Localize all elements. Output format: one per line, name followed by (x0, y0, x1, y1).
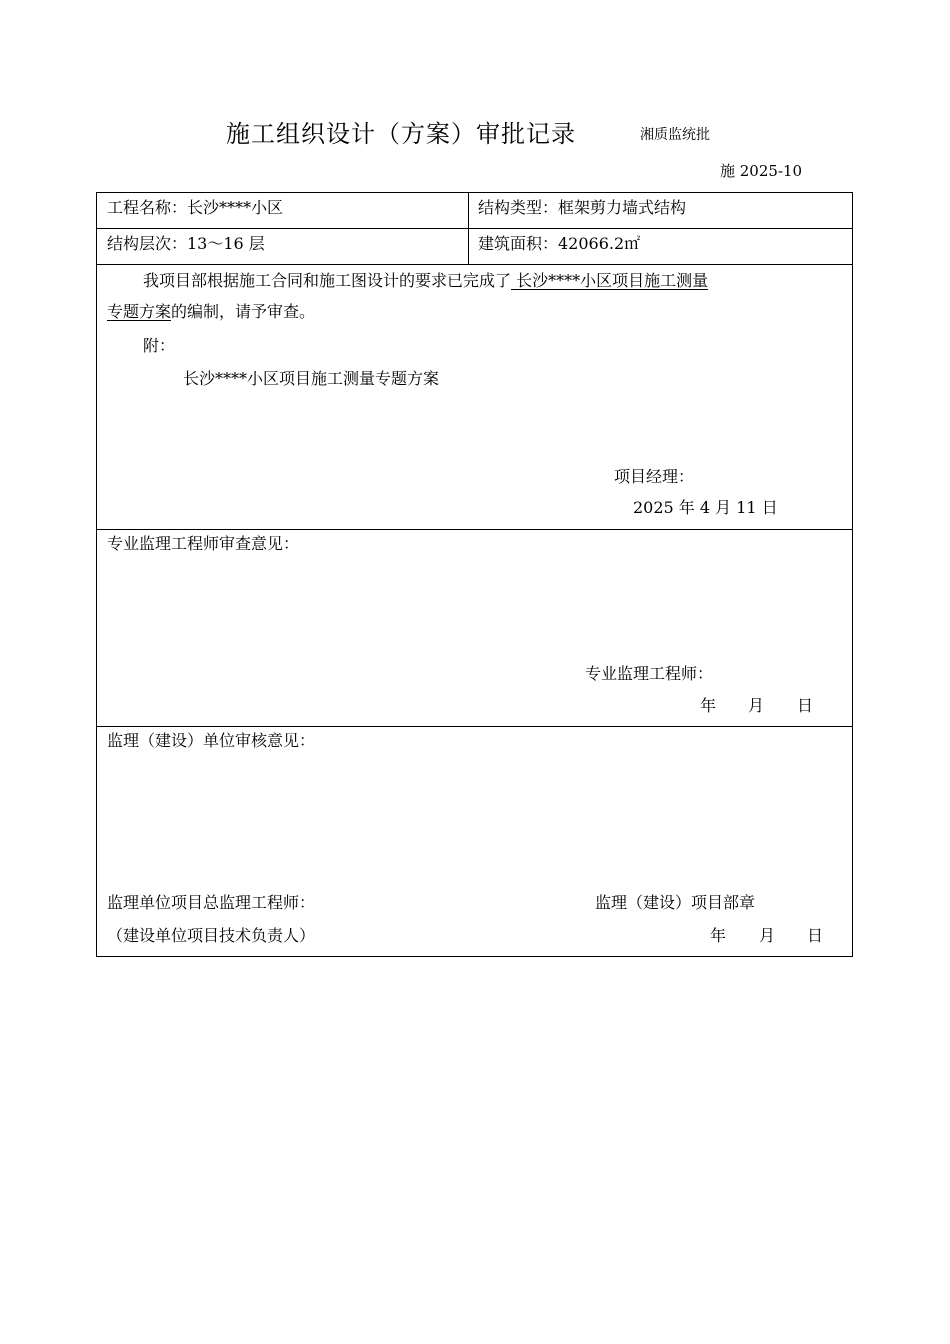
submission-text-line1 (143, 270, 708, 292)
row-divider (97, 228, 852, 229)
owner-tech-lead-label: （建设单位项目技术负责人） (107, 926, 316, 945)
form-code: 湘质监统批 (640, 127, 710, 143)
engineer-year-label: 年 (700, 696, 717, 715)
unit-day-label: 日 (807, 926, 824, 945)
engineer-signer-label: 专业监理工程师： (585, 664, 714, 683)
project-seal-label: 监理（建设）项目部章 (595, 893, 756, 912)
approval-form-table (96, 192, 853, 957)
submission-date: 2025 年 4 月 11 日 (633, 498, 778, 517)
project-name-cell: 工程名称：长沙****小区 (107, 198, 284, 217)
submission-text-line2 (107, 301, 315, 323)
unit-year-label: 年 (710, 926, 727, 945)
engineer-month-label: 月 (748, 696, 765, 715)
project-manager-label: 项目经理： (614, 467, 695, 486)
row-divider (97, 726, 852, 727)
attachment-label: 附： (143, 336, 176, 355)
unit-month-label: 月 (759, 926, 776, 945)
floors-cell: 结构层次：13～16 层 (107, 234, 265, 253)
plan-name-underlined-cont: 专题方案 (107, 302, 172, 321)
engineer-review-label: 专业监理工程师审查意见： (107, 534, 300, 553)
column-divider (468, 193, 469, 265)
structure-type-cell: 结构类型：框架剪力墙式结构 (478, 198, 687, 217)
area-cell: 建筑面积：42066.2㎡ (478, 234, 641, 253)
unit-review-label: 监理（建设）单位审核意见： (107, 731, 316, 750)
engineer-day-label: 日 (797, 696, 814, 715)
plan-name-underlined: 长沙****小区项目施工测量 (511, 271, 709, 290)
attachment-item: 长沙****小区项目施工测量专题方案 (183, 369, 440, 388)
form-number: 施 2025-10 (720, 162, 803, 180)
page-title: 施工组织设计（方案）审批记录 (226, 120, 576, 148)
row-divider (97, 264, 852, 265)
chief-engineer-label: 监理单位项目总监理工程师： (107, 893, 316, 912)
submission-suffix: 的编制，请予审查。 (171, 302, 316, 321)
row-divider (97, 529, 852, 530)
submission-prefix: 我项目部根据施工合同和施工图设计的要求已完成了 (143, 271, 512, 290)
